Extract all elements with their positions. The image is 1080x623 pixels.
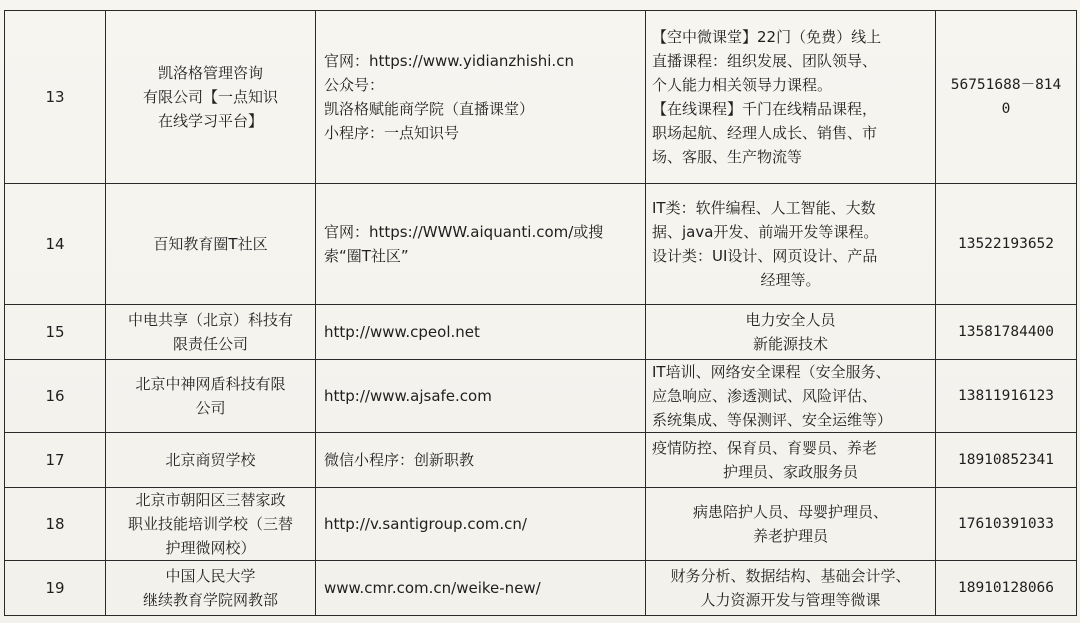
organization-cell xyxy=(106,305,316,360)
organization-line: 北京市朝阳区三替家政 xyxy=(135,491,286,509)
row-number-cell xyxy=(5,561,106,616)
row-number-cell xyxy=(5,360,106,433)
phone-number-continued: 0 xyxy=(1001,101,1011,117)
organization-line: 中国人民大学 xyxy=(165,567,256,585)
row-number: 17 xyxy=(45,451,65,469)
course-description-cell xyxy=(646,561,936,616)
phone-number: 18910128066 xyxy=(957,580,1055,596)
organization-line: 继续教育学院网教部 xyxy=(142,591,278,609)
organization-cell xyxy=(106,488,316,561)
row-number: 15 xyxy=(45,323,65,341)
phone-cell xyxy=(936,360,1077,433)
organization-line: 北京商贸学校 xyxy=(165,451,256,469)
phone-number: 13581784400 xyxy=(957,324,1055,340)
website-link[interactable]: 官网：https://WWW.aiquanti.com/或搜 xyxy=(324,223,604,241)
course-line: 【空中微课堂】22门（免费）线上 xyxy=(652,28,882,46)
organization-line: 凯洛格管理咨询 xyxy=(157,64,263,82)
organization-cell xyxy=(106,561,316,616)
organization-line: 护理微网校） xyxy=(165,539,256,557)
course-line: 养老护理员 xyxy=(752,527,828,545)
course-line: 系统集成、等保测评、安全运维等） xyxy=(652,411,893,429)
access-info-cell xyxy=(316,561,646,616)
table-row xyxy=(5,184,1077,305)
website-link[interactable]: http://www.ajsafe.com xyxy=(324,387,492,405)
course-line: 病患陪护人员、母婴护理员、 xyxy=(692,503,888,521)
course-line: 个人能力相关领导力课程。 xyxy=(652,76,833,94)
course-description-cell xyxy=(646,305,936,360)
row-number-cell xyxy=(5,11,106,184)
access-info-line: 索“圈T社区” xyxy=(324,247,409,265)
course-line: 财务分析、数据结构、基础会计学、 xyxy=(670,567,911,585)
course-line: 职场起航、经理人成长、销售、市 xyxy=(652,124,878,142)
table-row xyxy=(5,11,1077,184)
table-body xyxy=(5,11,1077,616)
website-link[interactable]: 官网：https://www.yidianzhishi.cn xyxy=(324,52,574,70)
table-row xyxy=(5,305,1077,360)
access-info-cell xyxy=(316,305,646,360)
row-number: 13 xyxy=(45,88,65,106)
phone-cell xyxy=(936,11,1077,184)
organization-line: 百知教育圈T社区 xyxy=(153,235,268,253)
course-description-cell xyxy=(646,11,936,184)
phone-cell xyxy=(936,561,1077,616)
phone-number: 13811916123 xyxy=(957,388,1055,404)
table-row xyxy=(5,360,1077,433)
access-info-line: 小程序：一点知识号 xyxy=(324,124,460,142)
phone-number: 56751688－814 xyxy=(950,77,1062,93)
access-info-line: 公众号： xyxy=(324,76,385,94)
row-number-cell xyxy=(5,184,106,305)
course-line: 新能源技术 xyxy=(752,335,828,353)
organization-cell xyxy=(106,184,316,305)
table-row xyxy=(5,561,1077,616)
organization-line: 职业技能培训学校（三替 xyxy=(127,515,293,533)
organization-cell xyxy=(106,433,316,488)
organization-line: 在线学习平台】 xyxy=(157,112,263,130)
organization-line: 北京中神网盾科技有限 xyxy=(135,375,286,393)
organization-line: 公司 xyxy=(195,399,226,417)
organization-cell xyxy=(106,360,316,433)
access-info-cell xyxy=(316,360,646,433)
course-line: IT培训、网络安全课程（安全服务、 xyxy=(652,363,891,381)
row-number: 18 xyxy=(45,515,65,533)
row-number: 14 xyxy=(45,235,65,253)
course-line: 应急响应、渗透测试、风险评估、 xyxy=(652,387,878,405)
table-row xyxy=(5,433,1077,488)
organization-cell xyxy=(106,11,316,184)
website-link[interactable]: http://v.santigroup.com.cn/ xyxy=(324,515,527,533)
access-info-line: 凯洛格赋能商学院（直播课堂） xyxy=(324,100,535,118)
course-line: 电力安全人员 xyxy=(745,311,836,329)
course-line: 直播课程：组织发展、团队领导、 xyxy=(652,52,878,70)
phone-cell xyxy=(936,305,1077,360)
course-description-cell xyxy=(646,488,936,561)
access-info-cell xyxy=(316,488,646,561)
access-info-cell xyxy=(316,184,646,305)
access-info-cell xyxy=(316,433,646,488)
phone-cell xyxy=(936,184,1077,305)
access-info-cell xyxy=(316,11,646,184)
phone-number: 13522193652 xyxy=(957,236,1055,252)
course-line: 设计类：UI设计、网页设计、产品 xyxy=(652,247,878,265)
course-line: 疫情防控、保育员、育婴员、养老 xyxy=(652,439,878,457)
course-line: 护理员、家政服务员 xyxy=(722,463,858,481)
course-description-cell xyxy=(646,360,936,433)
website-link[interactable]: http://www.cpeol.net xyxy=(324,323,480,341)
organization-line: 有限公司【一点知识 xyxy=(142,88,278,106)
course-description-cell xyxy=(646,184,936,305)
website-link[interactable]: www.cmr.com.cn/weike-new/ xyxy=(324,579,541,597)
organization-line: 限责任公司 xyxy=(172,335,248,353)
row-number: 16 xyxy=(45,387,65,405)
course-line: 经理等。 xyxy=(760,271,821,289)
training-resources-table xyxy=(4,10,1077,616)
phone-cell xyxy=(936,433,1077,488)
organization-line: 中电共享（北京）科技有 xyxy=(127,311,293,329)
course-line: 人力资源开发与管理等微课 xyxy=(700,591,881,609)
phone-number: 18910852341 xyxy=(957,452,1055,468)
course-line: IT类：软件编程、人工智能、大数 xyxy=(652,199,876,217)
course-description-cell xyxy=(646,433,936,488)
course-line: 【在线课程】千门在线精品课程， xyxy=(652,100,878,118)
phone-cell xyxy=(936,488,1077,561)
row-number-cell xyxy=(5,433,106,488)
row-number: 19 xyxy=(45,579,65,597)
course-line: 场、客服、生产物流等 xyxy=(652,148,803,166)
phone-number: 17610391033 xyxy=(957,516,1055,532)
table-row xyxy=(5,488,1077,561)
row-number-cell xyxy=(5,488,106,561)
access-info-line: 微信小程序：创新职教 xyxy=(324,451,475,469)
row-number-cell xyxy=(5,305,106,360)
course-line: 据、java开发、前端开发等课程。 xyxy=(652,223,879,241)
